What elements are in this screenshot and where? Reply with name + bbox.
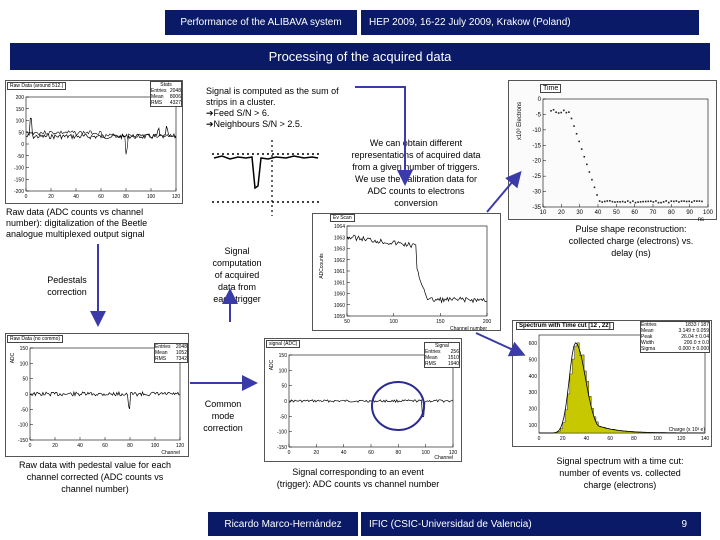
raw-data-plot-title: Raw Data (around 512.) — [7, 82, 66, 90]
cluster-sketch — [200, 138, 340, 218]
raw-ytick-label: 0 — [21, 142, 24, 148]
spec-stat-label: Entries — [641, 322, 657, 328]
rawc-ytick-label: -150 — [17, 438, 28, 444]
header-left-text: Performance of the ALIBAVA system — [180, 17, 342, 28]
time-data-point — [555, 111, 557, 113]
time-data-point — [686, 201, 688, 203]
spec-xtick-label: 20 — [559, 436, 566, 442]
time-data-point — [586, 164, 588, 166]
time-xtick-label: 30 — [576, 210, 584, 216]
sig-y-label: ADC — [269, 359, 275, 371]
sig-xtick-label: 60 — [368, 450, 374, 456]
sig-ytick-label: 50 — [281, 383, 287, 390]
ev-ytick-label: 1064 — [333, 224, 345, 230]
raw-frame — [26, 97, 176, 191]
signal-event-caption — [260, 466, 456, 490]
time-data-point — [676, 200, 678, 202]
time-ytick-label: -5 — [535, 112, 541, 119]
signal-adc-plot-title: signal (ADC) — [266, 340, 300, 348]
caption-line: Raw data with pedestal value for each — [18, 460, 172, 470]
caption-line: charge (electrons) — [583, 480, 657, 490]
rawc-stat-label: Mean — [155, 350, 168, 356]
ev-ytick-label: 1063 — [333, 246, 345, 253]
time-xtick-label: 50 — [612, 210, 620, 216]
raw-trace — [26, 118, 176, 139]
caption-line: collected charge (electrons) vs. — [568, 236, 694, 246]
pulse-shape-caption — [546, 223, 716, 259]
raw-ytick-label: -100 — [13, 165, 24, 172]
time-data-point — [645, 201, 647, 203]
time-y-label: x10³ Electrons — [517, 101, 523, 141]
slide-title: Processing of the acquired data — [268, 49, 452, 64]
sig-stat-label: RMS — [425, 361, 437, 367]
spec-xtick-label: 140 — [700, 436, 710, 442]
caption-line: Signal is computed as the sum of — [206, 86, 339, 96]
ev-xtick-label: 50 — [344, 319, 350, 325]
spec-xtick-label: 80 — [631, 436, 637, 442]
caption-line: mode — [211, 411, 235, 421]
raw-corrected-stats-box — [154, 343, 188, 363]
caption-line: strips in a cluster. — [206, 97, 276, 107]
spec-stat-value: 0.000 ± 0.000 — [678, 346, 709, 352]
spectrum-caption — [530, 455, 710, 491]
time-data-point — [599, 200, 601, 202]
sketch-signal-trace — [214, 156, 318, 188]
rawc-x-label: Channel — [161, 450, 180, 456]
time-data-point — [655, 200, 657, 202]
raw-ytick-label: -150 — [13, 177, 24, 184]
rawc-xtick-label: 60 — [102, 443, 108, 449]
rawc-stat-label: Entries — [155, 344, 171, 350]
rawc-y-label: ADC — [10, 352, 16, 364]
event-signal-plot-title: Ev Scan — [330, 214, 355, 222]
time-data-point — [642, 201, 644, 203]
pedestals-caption — [30, 274, 104, 298]
raw-pedestal-caption — [2, 459, 188, 495]
raw-xtick-label: 40 — [73, 194, 79, 200]
signal-stats-box — [424, 342, 460, 368]
common-mode-caption — [188, 398, 258, 434]
rawc-stat-value: 1052 — [175, 350, 187, 356]
rawc-xtick-label: 80 — [127, 443, 133, 449]
time-data-point — [660, 202, 662, 204]
time-ytick-label: -35 — [532, 205, 541, 211]
time-data-point — [619, 201, 621, 203]
time-data-point — [591, 179, 593, 181]
time-data-point — [601, 201, 603, 203]
raw-stat-value: 4327 — [169, 100, 181, 106]
time-data-point — [568, 111, 570, 113]
raw-xtick-label: 20 — [48, 194, 54, 200]
footer-institute — [361, 512, 701, 536]
time-data-point — [571, 118, 573, 120]
raw-stat-value: 2048 — [169, 88, 181, 94]
rawc-xtick-label: 20 — [52, 443, 58, 449]
time-canvas — [509, 81, 716, 223]
sig-xtick-label: 80 — [395, 450, 402, 456]
time-xtick-label: 90 — [686, 210, 694, 216]
spec-stat-value: 200.0 ± 0.0 — [684, 340, 709, 346]
time-data-point — [607, 200, 609, 202]
time-xtick-label: 20 — [557, 210, 565, 216]
page-number: 9 — [681, 518, 687, 530]
time-data-point — [683, 200, 685, 202]
caption-line: Pulse shape reconstruction: — [575, 224, 687, 234]
sig-xtick-label: 100 — [421, 450, 430, 456]
time-data-point — [622, 201, 624, 203]
time-data-point — [694, 200, 696, 202]
ev-trace — [347, 235, 487, 302]
time-data-point — [678, 201, 680, 203]
caption-line: each trigger — [213, 294, 261, 304]
sig-stat-value: 1940 — [447, 361, 459, 367]
caption-line: Signal corresponding to an event — [292, 467, 424, 477]
event-signal-plot — [312, 213, 501, 331]
time-frame — [543, 99, 708, 207]
time-xtick-label: 80 — [667, 210, 675, 216]
raw-xtick-label: 0 — [24, 194, 28, 200]
time-data-point — [596, 194, 598, 196]
caption-line: We can obtain different — [369, 138, 463, 148]
sig-xtick-label: 0 — [287, 450, 291, 456]
sig-stat-value: 1510 — [447, 355, 459, 361]
time-data-point — [594, 187, 596, 189]
spec-stat-value: 26.04 ± 0.04 — [681, 334, 709, 340]
caption-line: (trigger): ADC counts vs channel number — [276, 479, 440, 489]
time-data-point — [583, 156, 585, 158]
caption-line: Common — [204, 399, 242, 409]
rawc-ytick-label: -50 — [20, 407, 28, 414]
ev-ytick-label: 1060 — [333, 302, 345, 309]
time-data-point — [696, 200, 698, 202]
time-data-point — [670, 200, 672, 202]
time-data-point — [658, 202, 660, 204]
time-data-point — [612, 201, 614, 203]
raw-ytick-label: 200 — [15, 95, 24, 101]
raw-ytick-label: 50 — [18, 130, 24, 137]
ev-ytick-label: 1061 — [333, 269, 345, 275]
spec-stat-label: Sigma — [641, 346, 656, 352]
caption-line: number): digitalization of the Beetle — [6, 218, 148, 228]
spec-stat-label: Width — [641, 340, 654, 346]
raw-ytick-label: -200 — [13, 189, 24, 195]
raw-ytick-label: 100 — [15, 118, 24, 125]
header-talk-title — [165, 10, 357, 35]
footer-author — [208, 512, 358, 536]
time-data-point — [581, 148, 583, 150]
ev-xtick-label: 100 — [389, 319, 398, 325]
footer-institute-text: IFIC (CSIC-Universidad de Valencia) — [369, 518, 532, 530]
time-data-point — [663, 201, 665, 203]
time-data-point — [566, 112, 568, 114]
caption-line: of acquired — [214, 270, 260, 280]
time-data-point — [627, 200, 629, 202]
raw-stat-value: 8006 — [169, 94, 181, 100]
ev-xtick-label: 150 — [436, 319, 445, 325]
caption-line: ➔Feed S/N > 6. — [206, 108, 270, 118]
sig-ytick-label: -150 — [276, 445, 287, 451]
sig-xtick-label: 120 — [448, 450, 458, 456]
spec-ytick-label: 200 — [528, 406, 537, 413]
time-data-point — [573, 125, 575, 127]
time-data-point — [647, 201, 649, 203]
signal-stats-head: Signal — [435, 343, 449, 349]
sig-ytick-label: 0 — [284, 399, 287, 405]
raw-stat-label: Mean — [151, 94, 164, 100]
sig-ytick-label: 100 — [278, 368, 287, 375]
rawc-xtick-label: 100 — [150, 443, 160, 449]
rawc-ytick-label: 100 — [19, 361, 28, 368]
caption-line: channel corrected (ADC counts vs — [26, 472, 164, 482]
ev-ytick-label: 1061 — [333, 280, 345, 287]
caption-line: Signal spectrum with a time cut: — [556, 456, 684, 466]
time-xtick-label: 40 — [594, 210, 602, 216]
time-data-point — [550, 110, 552, 112]
time-ytick-label: -20 — [532, 158, 541, 165]
rawc-xtick-label: 120 — [175, 443, 185, 449]
time-ytick-label: -30 — [532, 189, 541, 196]
raw-corrected-plot-title: Raw Data (no commo) — [7, 335, 63, 343]
spec-x-label: Charge (x 10³ e) — [668, 427, 705, 433]
spec-xtick-label: 100 — [653, 436, 662, 442]
spec-xtick-label: 40 — [583, 436, 590, 442]
raw-stat-label: RMS — [151, 100, 163, 106]
time-data-point — [589, 171, 591, 173]
spec-xtick-label: 60 — [607, 436, 613, 442]
time-data-point — [673, 201, 675, 203]
slide-title-banner — [10, 43, 710, 70]
time-data-point — [558, 112, 560, 114]
time-xtick-label: 70 — [649, 210, 657, 216]
time-data-point — [650, 200, 652, 202]
caption-line: Pedestals — [47, 275, 87, 285]
sig-stat-label: Mean — [425, 355, 438, 361]
spec-ytick-label: 100 — [528, 423, 537, 429]
rawc-ytick-label: 50 — [22, 376, 28, 383]
ev-xtick-label: 200 — [482, 319, 492, 325]
footer-author-text: Ricardo Marco-Hernández — [224, 518, 342, 530]
rawc-trace — [30, 392, 180, 409]
caption-line: data from — [217, 282, 257, 292]
time-data-point — [701, 201, 703, 203]
time-data-point — [614, 201, 616, 203]
representations-caption — [334, 137, 498, 209]
time-data-point — [637, 201, 639, 203]
rawc-stat-label: RMS — [155, 356, 167, 362]
raw-stats-head: Stats — [160, 82, 172, 88]
ev-ytick-label: 1059 — [333, 314, 345, 320]
time-data-point — [617, 201, 619, 203]
raw-data-stats-box — [150, 81, 182, 107]
time-xtick-label: 10 — [539, 210, 547, 216]
spec-xtick-label: 120 — [677, 436, 686, 442]
time-data-point — [665, 200, 667, 202]
header-conference — [361, 10, 699, 35]
spec-ytick-label: 500 — [528, 357, 537, 364]
time-data-point — [624, 201, 626, 203]
caption-line: channel number) — [61, 484, 129, 494]
sig-xtick-label: 40 — [340, 450, 347, 456]
ev-ytick-label: 1062 — [333, 257, 345, 264]
rawc-xtick-label: 0 — [28, 443, 32, 449]
raw-stat-label: Entries — [151, 88, 167, 94]
sig-ytick-label: -50 — [279, 414, 287, 421]
spec-ytick-label: 600 — [528, 341, 537, 347]
time-ytick-label: 0 — [537, 97, 541, 103]
time-data-point — [699, 200, 701, 202]
caption-line: Raw data (ADC counts vs channel — [6, 207, 144, 217]
time-ytick-label: -15 — [532, 143, 541, 150]
time-ytick-label: -25 — [532, 174, 541, 181]
caption-line: delay (ns) — [611, 248, 651, 258]
raw-xtick-label: 80 — [123, 194, 129, 200]
signal-computation-caption — [200, 245, 274, 305]
rawc-ytick-label: 0 — [25, 392, 28, 398]
spec-stat-label: Peak — [641, 334, 653, 340]
caption-line: number of events vs. collected — [559, 468, 681, 478]
time-xtick-label: 60 — [631, 210, 639, 216]
time-data-point — [640, 201, 642, 203]
sig-stat-value: 256 — [450, 349, 459, 355]
time-data-point — [691, 201, 693, 203]
caption-line: correction — [47, 287, 87, 297]
time-data-point — [553, 109, 555, 111]
caption-line: ➔Neighbours S/N > 2.5. — [206, 119, 303, 129]
time-x-label: ns — [697, 217, 704, 223]
spec-stat-value: 1833 / 187 — [685, 322, 709, 328]
time-plot — [508, 80, 717, 223]
sig-stat-label: Entries — [425, 349, 441, 355]
raw-xtick-label: 60 — [98, 194, 104, 200]
caption-line: correction — [203, 423, 243, 433]
ev-ytick-label: 1060 — [333, 291, 345, 298]
time-data-point — [563, 110, 565, 112]
spec-ytick-label: 400 — [528, 373, 537, 380]
caption-line: computation — [212, 258, 262, 268]
time-data-point — [688, 201, 690, 203]
time-data-point — [668, 202, 670, 204]
header-right-text: HEP 2009, 16-22 July 2009, Krakow (Poland) — [369, 17, 571, 28]
caption-line: conversion — [394, 198, 438, 208]
caption-line: analogue multiplexed output signal — [6, 229, 145, 239]
spec-stat-label: Mean — [641, 328, 654, 334]
spec-ytick-label: 300 — [528, 390, 537, 397]
time-data-point — [578, 141, 580, 143]
sig-ytick-label: 150 — [278, 353, 287, 359]
sig-trace — [289, 400, 453, 417]
caption-line: ADC counts to electrons — [367, 186, 465, 196]
raw-xtick-label: 100 — [146, 194, 156, 200]
time-ytick-label: -10 — [532, 127, 541, 134]
raw-data-caption — [6, 207, 186, 240]
caption-line: from a given number of triggers. — [352, 162, 480, 172]
caption-line: Signal — [224, 246, 250, 256]
time-data-point — [604, 201, 606, 203]
event-signal-canvas — [313, 214, 500, 330]
sig-xtick-label: 20 — [313, 450, 320, 456]
time-plot-title: Time — [540, 84, 561, 93]
time-data-point — [576, 133, 578, 135]
ev-y-label: ADCcounts — [319, 253, 325, 279]
time-data-point — [632, 200, 634, 202]
time-data-point — [609, 200, 611, 202]
time-xtick-label: 100 — [702, 210, 714, 216]
time-data-point — [560, 112, 562, 114]
ev-ytick-label: 1063 — [333, 235, 345, 242]
time-data-point — [630, 202, 632, 204]
sig-ytick-label: -100 — [276, 429, 287, 436]
rawc-ytick-label: 150 — [19, 346, 28, 352]
ev-frame — [347, 226, 487, 316]
ev-x-label: Channel number — [450, 326, 487, 332]
rawc-ytick-label: -100 — [17, 422, 28, 429]
spec-stat-value: 3.149 ± 0.059 — [678, 328, 709, 334]
spec-xtick-label: 0 — [537, 436, 541, 442]
rawc-xtick-label: 40 — [77, 443, 83, 449]
time-data-point — [653, 201, 655, 203]
spectrum-stats-box — [640, 321, 710, 353]
raw-ytick-label: 150 — [15, 106, 24, 113]
time-data-point — [635, 202, 637, 204]
raw-xtick-label: 120 — [171, 194, 181, 200]
spectrum-plot-title: Spectrum with Time cut [12 , 22] — [516, 322, 614, 330]
time-data-point — [681, 200, 683, 202]
rawc-stat-value: 2048 — [175, 344, 187, 350]
sig-x-label: Channel — [434, 455, 453, 461]
caption-line: We use the calibration data for — [355, 174, 477, 184]
rawc-stat-value: 7342 — [175, 356, 187, 362]
signal-sum-caption — [206, 86, 366, 130]
raw-ytick-label: -50 — [16, 153, 24, 160]
caption-line: representations of acquired data — [351, 150, 481, 160]
